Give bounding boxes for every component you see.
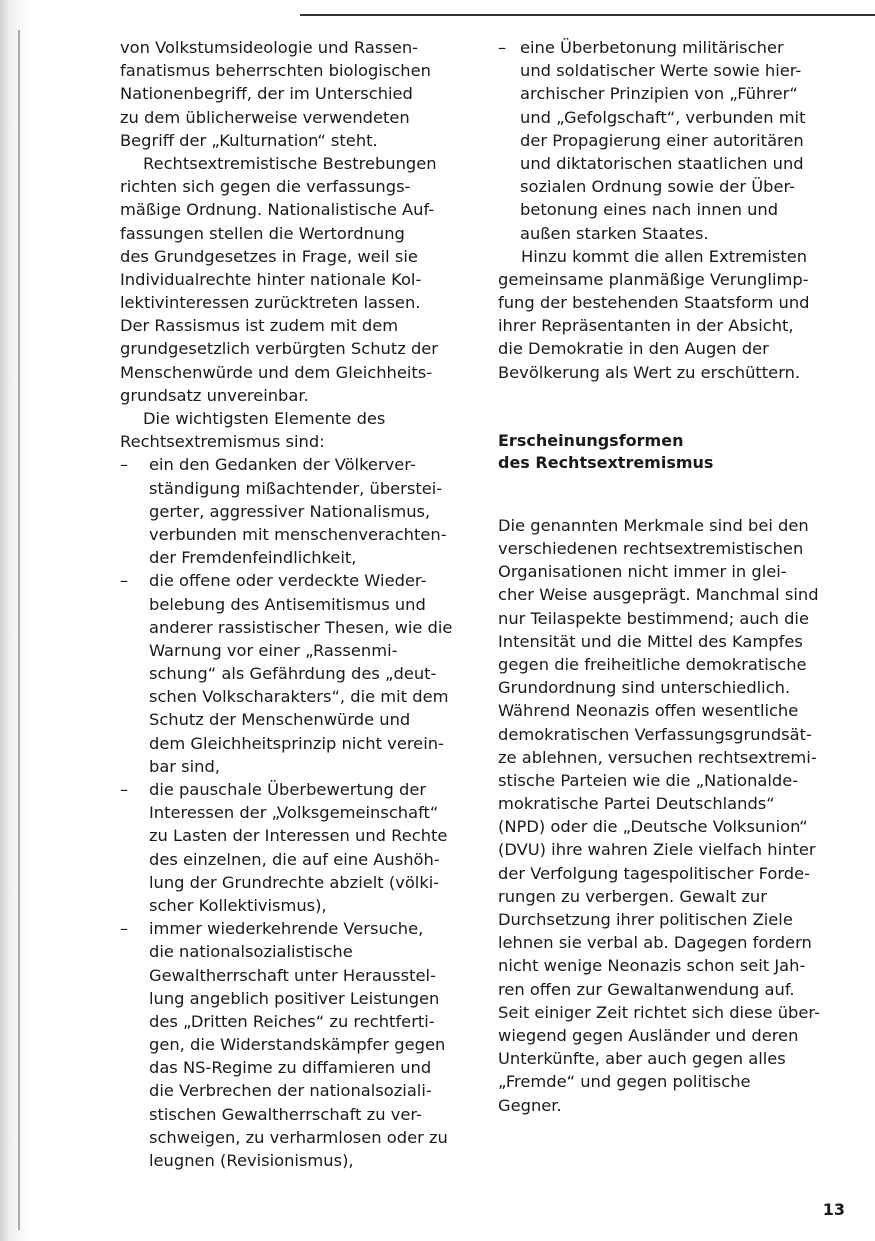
text-line: Bevölkerung als Wert zu erschüttern.: [498, 362, 801, 382]
text-line: ihrer Repräsentanten in der Absicht,: [498, 316, 794, 336]
header-rule: [300, 14, 875, 16]
text-line: des einzelnen, die auf eine Aushöh-: [149, 849, 440, 869]
text-line: der Verfolgung tagespolitischer Forde-: [498, 863, 810, 883]
text-line: die Demokratie in den Augen der: [498, 339, 769, 359]
text-line: und soldatischer Werte sowie hier-: [520, 61, 802, 81]
text-line: sozialen Ordnung sowie der Über-: [520, 177, 796, 197]
text-line: fanatismus beherrschten biologischen: [120, 61, 431, 81]
text-line: und diktatorischen staatlichen und: [520, 153, 804, 173]
text-line: lektivinteressen zurücktreten lassen.: [120, 293, 421, 313]
binding-line: [18, 30, 20, 1230]
text-line: Hinzu kommt die allen Extremisten: [521, 246, 808, 266]
text-line: schung“ als Gefährdung des „deut-: [149, 664, 437, 684]
text-line: richten sich gegen die verfassungs-: [120, 177, 411, 197]
text-line: der Fremdenfeindlichkeit,: [149, 548, 357, 568]
section-paragraph: [498, 514, 843, 1117]
text-line: Gegner.: [498, 1095, 562, 1115]
text-line: Durchsetzung ihrer politischen Ziele: [498, 910, 793, 929]
text-line: Grundordnung sind unterschiedlich.: [498, 678, 791, 698]
list-item: [120, 569, 480, 778]
text-line: lung angeblich positiver Leistungen: [149, 988, 440, 1008]
left-column: [120, 36, 480, 1172]
text-line: belebung des Antisemitismus und: [149, 594, 426, 614]
text-line: zu Lasten der Interessen und Rechte: [149, 826, 448, 846]
text-line: von Volkstumsideologie und Rassen-: [120, 38, 419, 57]
text-line: Unterkünfte, aber auch gegen alles: [498, 1049, 786, 1069]
text-line: Der Rassismus ist zudem mit dem: [120, 316, 399, 336]
text-line: rungen zu verbergen. Gewalt zur: [498, 886, 767, 906]
text-line: Während Neonazis offen wesentliche: [498, 701, 799, 721]
text-line: verbunden mit menschenverachten-: [149, 524, 447, 544]
text-line: gerter, aggressiver Nationalismus,: [149, 501, 431, 521]
text-line: grundsatz unvereinbar.: [120, 385, 309, 405]
text-line: Intensität und die Mittel des Kampfes: [498, 631, 803, 651]
section-heading: [498, 430, 843, 474]
heading-line: Erscheinungsformen: [498, 430, 684, 450]
text-line: ständigung mißachtender, überstei-: [149, 478, 443, 498]
text-line: fung der bestehenden Staatsform und: [498, 293, 810, 313]
dash-bullet: –: [120, 919, 129, 939]
text-line: nur Teilaspekte bestimmend; auch die: [498, 608, 809, 628]
text-line: des Grundgesetzes in Frage, weil sie: [120, 246, 418, 266]
text-line: grundgesetzlich verbürgten Schutz der: [120, 339, 438, 359]
text-line: die pauschale Überbewertung der: [149, 780, 427, 799]
text-line: Interessen der „Volksgemeinschaft“: [149, 803, 439, 823]
spacer: [498, 474, 843, 514]
text-line: immer wiederkehrende Versuche,: [149, 919, 424, 939]
text-line: Schutz der Menschenwürde und: [149, 710, 411, 730]
text-line: leugnen (Revisionismus),: [149, 1151, 354, 1170]
text-line: Nationenbegriff, der im Unterschied: [120, 84, 413, 104]
list-item: [498, 36, 843, 245]
text-line: Seit einiger Zeit richtet sich diese über-: [498, 1002, 820, 1022]
text-line: „Fremde“ und gegen politische: [498, 1072, 751, 1092]
text-line: Organisationen nicht immer in glei-: [498, 562, 787, 582]
text-line: Individualrechte hinter nationale Kol-: [120, 269, 422, 289]
scan-edge-shadow: [0, 0, 30, 1241]
text-line: (DVU) ihre wahren Ziele vielfach hinter: [498, 840, 816, 860]
heading-line: des Rechtsextremismus: [498, 452, 714, 472]
list-item: [120, 453, 480, 569]
text-line: demokratischen Verfassungsgrundsät-: [498, 724, 812, 744]
text-line: die offene oder verdeckte Wieder-: [149, 571, 427, 591]
text-line: verschiedenen rechtsextremistischen: [498, 539, 804, 558]
text-line: gegen die freiheitliche demokratische: [498, 654, 807, 674]
text-line: außen starken Staates.: [520, 223, 709, 243]
text-line: lehnen sie verbal ab. Dagegen fordern: [498, 933, 812, 953]
text-line: die Verbrechen der nationalsoziali-: [149, 1081, 432, 1101]
paragraph-constitution: [120, 152, 480, 407]
text-line: der Propagierung einer autoritären: [520, 130, 804, 150]
text-line: mokratische Partei Deutschlands“: [498, 794, 775, 814]
right-column: [498, 36, 843, 1117]
text-line: Begriff der „Kulturnation“ steht.: [120, 130, 378, 150]
dash-bullet: –: [120, 455, 129, 475]
text-line: lung der Grundrechte abzielt (völki-: [149, 872, 440, 892]
text-line: scher Kollektivismus),: [149, 895, 327, 915]
text-line: Die wichtigsten Elemente des: [143, 409, 386, 428]
text-line: das NS-Regime zu diffamieren und: [149, 1058, 432, 1078]
intro-paragraph: [120, 36, 480, 152]
paragraph-defamation: [498, 245, 843, 384]
text-line: des „Dritten Reiches“ zu rechtferti-: [149, 1011, 435, 1031]
text-line: cher Weise ausgeprägt. Manchmal sind: [498, 585, 819, 605]
dash-bullet: –: [498, 38, 507, 57]
text-line: gen, die Widerstandskämpfer gegen: [149, 1035, 446, 1055]
text-line: Gewaltherrschaft unter Herausstel-: [149, 965, 436, 985]
text-line: stische Parteien wie die „Nationalde-: [498, 770, 799, 790]
text-line: Warnung vor einer „Rassenmi-: [149, 640, 398, 660]
list-item: [120, 778, 480, 917]
text-line: dem Gleichheitsprinzip nicht verein-: [149, 733, 444, 753]
text-line: die nationalsozialistische: [149, 942, 353, 962]
text-line: (NPD) oder die „Deutsche Volksunion“: [498, 817, 808, 837]
list-item: [120, 917, 480, 1172]
text-line: mäßige Ordnung. Nationalistische Auf-: [120, 200, 435, 220]
text-line: wiegend gegen Ausländer und deren: [498, 1025, 799, 1045]
text-line: Rechtsextremismus sind:: [120, 432, 325, 452]
text-line: und „Gefolgschaft“, verbunden mit: [520, 107, 806, 127]
spacer: [498, 384, 843, 430]
text-line: ze ablehnen, versuchen rechtsextremi-: [498, 747, 817, 767]
text-line: Menschenwürde und dem Gleichheits-: [120, 362, 433, 382]
paragraph-elements-intro: [120, 407, 480, 453]
text-line: ein den Gedanken der Völkerver-: [149, 455, 416, 475]
text-line: betonung eines nach innen und: [520, 200, 779, 220]
text-line: schen Volkscharakters“, die mit dem: [149, 687, 449, 707]
text-line: archischer Prinzipien von „Führer“: [520, 84, 798, 104]
text-line: ren offen zur Gewaltanwendung auf.: [498, 979, 795, 999]
text-line: eine Überbetonung militärischer: [520, 38, 784, 57]
text-line: zu dem üblicherweise verwendeten: [120, 107, 410, 127]
dash-bullet: –: [120, 780, 129, 799]
text-line: Rechtsextremistische Bestrebungen: [143, 153, 437, 173]
text-line: fassungen stellen die Wertordnung: [120, 223, 405, 243]
text-line: schweigen, zu verharmlosen oder zu: [149, 1127, 448, 1147]
text-line: bar sind,: [149, 756, 221, 776]
text-line: nicht wenige Neonazis schon seit Jah-: [498, 956, 806, 976]
dash-bullet: –: [120, 571, 129, 591]
text-line: Die genannten Merkmale sind bei den: [498, 515, 809, 535]
page-number: 13: [822, 1200, 845, 1219]
text-line: gemeinsame planmäßige Verunglimp-: [498, 269, 809, 289]
text-line: anderer rassistischer Thesen, wie die: [149, 617, 453, 637]
text-line: stischen Gewaltherrschaft zu ver-: [149, 1104, 422, 1124]
